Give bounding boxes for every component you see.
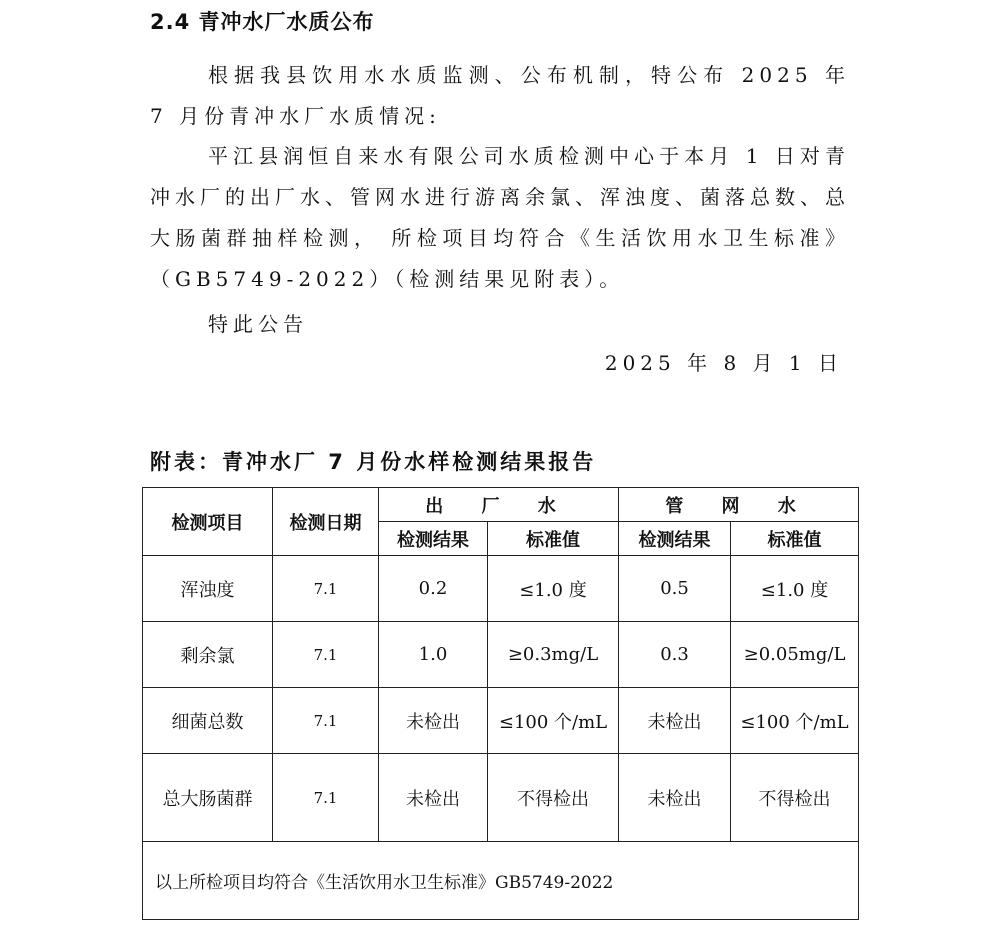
header-pipe-result: 检测结果 <box>619 522 731 556</box>
intro-paragraph: 根据我县饮用水水质监测、公布机制，特公布 2025 年 7 月份青冲水厂水质情况: <box>150 63 850 128</box>
header-item: 检测项目 <box>143 488 273 556</box>
cell-factory-standard: ≤1.0 度 <box>488 556 619 622</box>
table-footnote: 以上所检项目均符合《生活饮用水卫生标准》GB5749-2022 <box>143 842 859 920</box>
header-pipe-standard: 标准值 <box>731 522 859 556</box>
body-paragraph: 平江县润恒自来水有限公司水质检测中心于本月 1 日对青冲水厂的出厂水、管网水进行游离余氯、浑浊度、菌落总数、总大肠菌群抽样检测， 所检项目均符合《生活饮用水卫生标准》（GB5749-2022）（检测结果见附表）。 <box>150 144 850 291</box>
header-factory-standard: 标准值 <box>488 522 619 556</box>
cell-item: 剩余氯 <box>143 622 273 688</box>
cell-factory-standard: ≥0.3mg/L <box>488 622 619 688</box>
cell-factory-standard: 不得检出 <box>488 754 619 842</box>
table-row <box>143 622 859 688</box>
cell-factory-result: 未检出 <box>379 688 488 754</box>
cell-pipe-result: 0.3 <box>619 622 731 688</box>
results-table <box>142 487 859 920</box>
cell-pipe-standard: ≥0.05mg/L <box>731 622 859 688</box>
cell-item: 细菌总数 <box>143 688 273 754</box>
table-row <box>143 754 859 842</box>
cell-factory-result: 未检出 <box>379 754 488 842</box>
cell-pipe-standard: ≤100 个/mL <box>731 688 859 754</box>
cell-date: 7.1 <box>273 622 379 688</box>
table-row <box>143 688 859 754</box>
cell-pipe-standard: 不得检出 <box>731 754 859 842</box>
cell-item: 浑浊度 <box>143 556 273 622</box>
cell-pipe-standard: ≤1.0 度 <box>731 556 859 622</box>
cell-factory-result: 0.2 <box>379 556 488 622</box>
cell-factory-result: 1.0 <box>379 622 488 688</box>
cell-pipe-result: 0.5 <box>619 556 731 622</box>
closing-text: 特此公告 <box>208 312 308 336</box>
section-title: 2.4 青冲水厂水质公布 <box>150 10 375 34</box>
cell-item: 总大肠菌群 <box>143 754 273 842</box>
cell-date: 7.1 <box>273 688 379 754</box>
cell-date: 7.1 <box>273 754 379 842</box>
cell-date: 7.1 <box>273 556 379 622</box>
cell-factory-standard: ≤100 个/mL <box>488 688 619 754</box>
table-row <box>143 556 859 622</box>
cell-pipe-result: 未检出 <box>619 754 731 842</box>
cell-pipe-result: 未检出 <box>619 688 731 754</box>
notice-date: 2025 年 8 月 1 日 <box>604 351 843 375</box>
header-factory-result: 检测结果 <box>379 522 488 556</box>
header-pipe-water: 管 网 水 <box>619 488 859 522</box>
header-date: 检测日期 <box>273 488 379 556</box>
header-factory-water: 出 厂 水 <box>379 488 619 522</box>
table-title: 附表：青冲水厂 7 月份水样检测结果报告 <box>150 450 597 474</box>
